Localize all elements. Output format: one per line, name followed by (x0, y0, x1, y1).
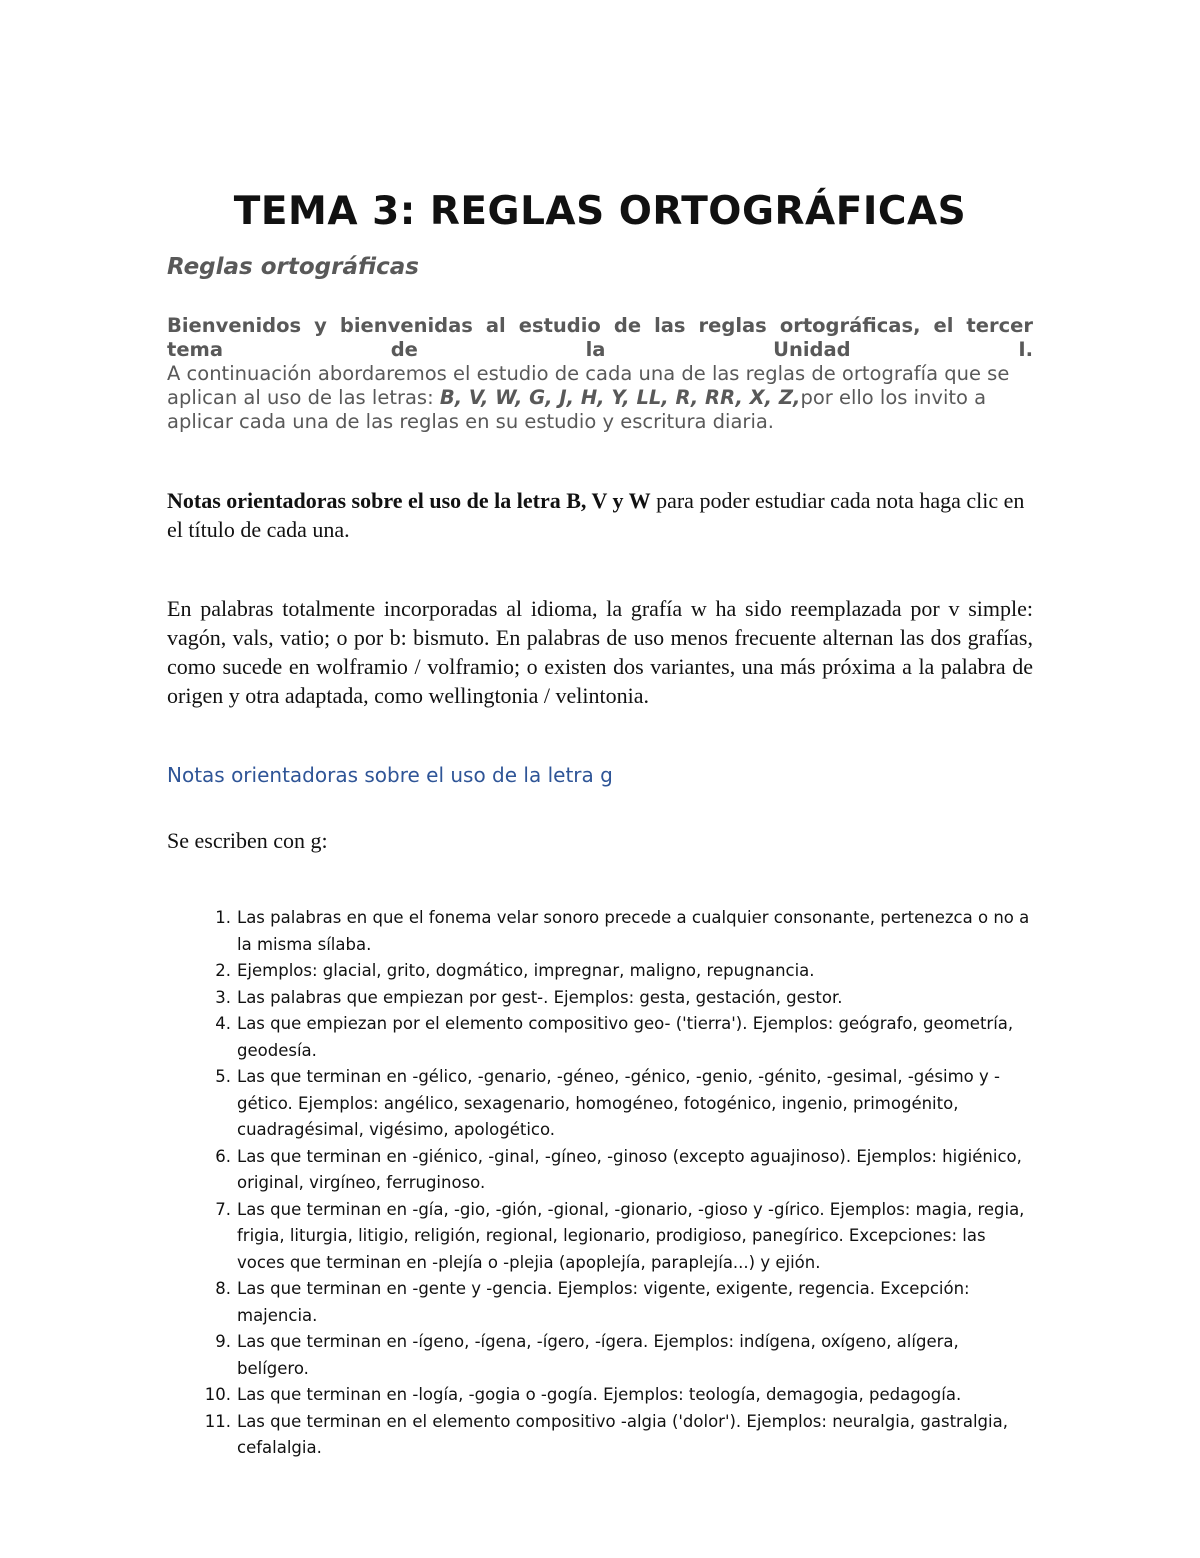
g-rule-item (215, 985, 1033, 1012)
notes-bvw-instruction: para poder estudiar cada nota haga clic en el título de cada una. (167, 488, 1025, 542)
g-rule-number: 5. (215, 1067, 231, 1086)
intro-text-after-letters: por ello los invito a aplicar cada una de las reglas en su estudio y escritura diaria. (167, 386, 987, 433)
g-rule-text: Las que terminan en -gélico, -genario, -géneo, -génico, -genio, -génito, -gesimal, -gésimo y -gético. Ejemplos: angélico, sexagenario, homogéneo, fotogénico, ingenio, primogénito, cuadragésimal, vigésimo, apologético. (237, 1067, 1000, 1139)
section-heading-letter-g: Notas orientadoras sobre el uso de la letra g (167, 763, 613, 787)
g-rule-item (215, 1064, 1033, 1144)
g-rule-number: 9. (215, 1332, 231, 1351)
document-title: TEMA 3: REGLAS ORTOGRÁFICAS (233, 189, 967, 234)
g-rule-number: 8. (215, 1279, 231, 1298)
document-subtitle: Reglas ortográficas (167, 254, 419, 280)
g-rule-text: Las palabras en que el fonema velar sonoro precede a cualquier consonante, pertenezca o no a la misma sílaba. (237, 908, 1030, 954)
g-rule-number: 7. (215, 1199, 231, 1219)
g-rule-text: Las que terminan en -logía, -gogia o -gogía. Ejemplos: teología, demagogia, pedagogía. (237, 1385, 962, 1404)
g-rule-item (215, 1144, 1033, 1197)
intro-text-before-letters: A continuación abordaremos el estudio de cada una de las reglas de ortografía que se aplican al uso de las letras: (167, 362, 1010, 409)
g-rule-number: 6. (215, 1146, 231, 1166)
g-rule-text: Las que terminan en -ígeno, -ígena, -ígero, -ígera. Ejemplos: indígena, oxígeno, alígera, belígero. (237, 1332, 959, 1378)
g-rule-item (215, 1011, 1033, 1064)
intro-welcome-line: Bienvenidos y bienvenidas al estudio de las reglas ortográficas, el tercer tema de la Unidad I. (167, 314, 1033, 361)
notes-bvw-paragraph (167, 486, 1033, 544)
g-rule-item (215, 905, 1033, 958)
g-rules-list (167, 905, 1033, 1462)
g-rule-item (215, 1329, 1033, 1382)
g-rule-number: 11. (204, 1411, 231, 1431)
g-rule-number: 3. (215, 987, 231, 1007)
g-rule-text: Las que terminan en el elemento compositivo -algia ('dolor'). Ejemplos: neuralgia, gastralgia, cefalalgia. (237, 1411, 1008, 1457)
intro-letters-list: B, V, W, G, J, H, Y, LL, R, RR, X, Z, (439, 386, 801, 409)
g-rule-text: Ejemplos: glacial, grito, dogmático, impregnar, maligno, repugnancia. (237, 961, 815, 980)
g-rule-text: Las palabras que empiezan por gest-. Ejemplos: gesta, gestación, gestor. (237, 987, 843, 1007)
g-rule-number: 2. (215, 961, 231, 980)
document-content (167, 188, 1033, 1462)
g-rule-item (215, 1197, 1033, 1277)
notes-bvw-link-title[interactable]: Notas orientadoras sobre el uso de la letra B, V y W (167, 488, 651, 513)
g-rule-item (204, 1382, 1033, 1409)
w-letter-paragraph: En palabras totalmente incorporadas al idioma, la grafía w ha sido reemplazada por v simple: vagón, vals, vatio; o por b: bismuto. En palabras de uso menos frecuente alternan las dos grafías, como sucede en wolframio / volframio; o existen dos variantes, una más próxima a la palabra de origen y otra adaptada, como wellingtonia / velintonia. (167, 596, 1033, 708)
g-rule-item (215, 1276, 1033, 1329)
g-rule-item (215, 958, 1033, 985)
g-rule-number: 1. (215, 908, 231, 927)
se-escriben-con-g: Se escriben con g: (167, 828, 328, 853)
g-rule-text: Las que terminan en -gente y -gencia. Ejemplos: vigente, exigente, regencia. Excepción: majencia. (237, 1279, 970, 1325)
g-rule-text: Las que empiezan por el elemento compositivo geo- ('tierra'). Ejemplos: geógrafo, geometría, geodesía. (237, 1014, 1014, 1060)
g-rule-text: Las que terminan en -giénico, -ginal, -gíneo, -ginoso (excepto aguajinoso). Ejemplos: higiénico, original, virgíneo, ferruginoso. (237, 1146, 1022, 1192)
g-rule-number: 10. (204, 1385, 231, 1404)
intro-paragraph (167, 314, 1033, 434)
g-rule-text: Las que terminan en -gía, -gio, -gión, -gional, -gionario, -gioso y -gírico. Ejemplos: magia, regia, frigia, liturgia, litigio, religión, regional, legionario, prodigioso, panegírico. Excepciones: las voces que terminan en -plejía o -plejia (apoplejía, paraplejía...) y ejión. (237, 1199, 1025, 1272)
g-rule-number: 4. (215, 1014, 231, 1033)
g-rule-item (204, 1409, 1033, 1462)
